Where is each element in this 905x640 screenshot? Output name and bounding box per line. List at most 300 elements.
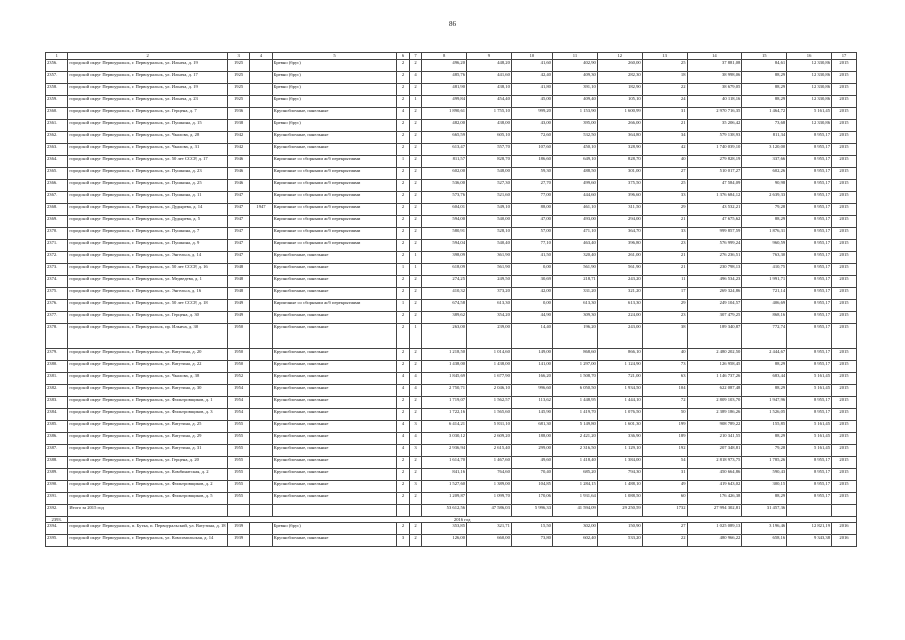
table-cell: 2: [397, 468, 409, 480]
table-cell: [250, 299, 272, 311]
table-cell: 5 161,45: [787, 432, 832, 444]
table-cell: 622 087,48: [687, 384, 742, 396]
table-cell: [250, 456, 272, 468]
table-cell: 2393.: [46, 516, 68, 523]
table-cell: 1939: [227, 535, 249, 547]
table-cell: 5 149,80: [552, 420, 597, 432]
table-cell: 2 750,71: [422, 384, 467, 396]
table-cell: 1: [409, 263, 421, 275]
table-cell: 33: [642, 227, 687, 239]
column-header: 5: [272, 53, 397, 60]
table-cell: 105,10: [597, 95, 642, 107]
table-cell: 908 789,22: [687, 420, 742, 432]
table-cell: 410,32: [422, 287, 467, 299]
table-cell: 4: [409, 432, 421, 444]
table-cell: 2: [397, 275, 409, 287]
table-cell: 685,20: [552, 468, 597, 480]
column-header: 11: [552, 53, 597, 60]
table-cell: 1 438,00: [467, 360, 512, 372]
table-cell: городской округ Первоуральск, г. Первоуральск, ул. Герцена, д. 30: [68, 311, 227, 323]
table-cell: 2: [397, 239, 409, 251]
table-cell: 40: [642, 155, 687, 167]
table-cell: 409,30: [552, 71, 597, 83]
table-cell: 1947: [250, 203, 272, 215]
table-cell: 301,00: [597, 167, 642, 179]
table-cell: 260,00: [597, 59, 642, 71]
table-cell: 1 076,50: [597, 408, 642, 420]
table-cell: городской округ Первоуральск, г. Первоуральск, ул. 50 лет СССР, д. 17: [68, 155, 227, 167]
table-cell: 2: [409, 311, 421, 323]
table-cell: 8 955,17: [787, 179, 832, 191]
table-cell: 1 845,69: [422, 372, 467, 384]
table-cell: 224,00: [597, 311, 642, 323]
table-cell: 2389.: [46, 468, 68, 480]
table-cell: городской округ Первоуральск, г. Первоуральск, ул. Фильтровщиков, д. 5: [68, 492, 227, 504]
table-row: [46, 523, 857, 535]
table-cell: 2378.: [46, 323, 68, 348]
table-cell: 2380.: [46, 360, 68, 372]
table-cell: 444,60: [552, 191, 597, 203]
table-cell: 1 719,07: [422, 396, 467, 408]
table-cell: 8 955,17: [787, 191, 832, 203]
table-cell: 4: [409, 372, 421, 384]
table-cell: 38: [642, 323, 687, 348]
table-cell: 2015: [832, 444, 857, 456]
table-cell: 321,71: [467, 523, 512, 535]
table-cell: Кирпичные со сборными ж/б перекрытиями: [272, 179, 397, 191]
table-cell: 1 153,90: [552, 107, 597, 119]
table-cell: городской округ Первоуральск, г. Первоуральск, ул. Чкалова, д. 38: [68, 372, 227, 384]
table-cell: 5 996,33: [511, 504, 552, 516]
table-cell: 40 118,16: [687, 95, 742, 107]
table-cell: 31: [642, 107, 687, 119]
table-cell: 23: [642, 311, 687, 323]
table-cell: 2370.: [46, 227, 68, 239]
table-cell: 18: [642, 71, 687, 83]
table-cell: 527,30: [467, 179, 512, 191]
table-cell: 2015: [832, 432, 857, 444]
table-cell: 1947: [227, 227, 249, 239]
table-cell: 207 348,81: [687, 444, 742, 456]
table-cell: Бревно (брус): [272, 95, 397, 107]
table-cell: 373,20: [467, 287, 512, 299]
table-cell: 1 209,87: [422, 492, 467, 504]
table-cell: 828,70: [467, 155, 512, 167]
table-cell: 170,06: [511, 492, 552, 504]
table-cell: 2395.: [46, 535, 68, 547]
column-header: 13: [642, 53, 687, 60]
table-cell: 410,75: [742, 263, 787, 275]
column-header: 14: [687, 53, 742, 60]
table-row: [46, 59, 857, 71]
table-cell: 2: [409, 275, 421, 287]
table-cell: Итого за 2015 год: [68, 504, 227, 516]
table-row: [46, 348, 857, 360]
table-cell: 8 955,17: [787, 287, 832, 299]
table-cell: 2015: [832, 167, 857, 179]
table-cell: [250, 155, 272, 167]
table-cell: 5 161,45: [787, 420, 832, 432]
table-cell: 182,90: [597, 83, 642, 95]
table-cell: 1 419,70: [552, 408, 597, 420]
table-cell: Кирпичные со сборными ж/б перекрытиями: [272, 167, 397, 179]
table-cell: городской округ Первоуральск, г. Первоуральск, ул. Пушкина, д. 25: [68, 179, 227, 191]
table-cell: 557,70: [467, 143, 512, 155]
table-cell: 47 584,09: [687, 179, 742, 191]
table-cell: 31 457,36: [742, 504, 787, 516]
table-cell: 8 955,17: [787, 143, 832, 155]
table-cell: Бревно (брус): [272, 71, 397, 83]
table-row: [46, 323, 857, 348]
table-cell: [787, 504, 832, 516]
table-cell: 37 881,08: [687, 59, 742, 71]
table-cell: 1 562,57: [467, 396, 512, 408]
table-cell: 4: [397, 420, 409, 432]
table-cell: 2367.: [46, 191, 68, 203]
table-cell: 549,10: [467, 203, 512, 215]
table-cell: 145,90: [511, 408, 552, 420]
table-cell: Крупноблочные, панельные: [272, 311, 397, 323]
table-cell: 126 958,45: [687, 360, 742, 372]
table-cell: 186,60: [511, 155, 552, 167]
table-cell: 493,00: [552, 215, 597, 227]
table-cell: 1 418,40: [552, 456, 597, 468]
table-cell: 1950: [227, 323, 249, 348]
table-cell: 2 316,50: [552, 444, 597, 456]
table-cell: 45,00: [511, 95, 552, 107]
table-cell: 561,90: [552, 263, 597, 275]
table-row: [46, 468, 857, 480]
table-cell: Крупноблочные, панельные: [272, 251, 397, 263]
table-cell: 49,60: [511, 456, 552, 468]
table-cell: [250, 492, 272, 504]
table-cell: 34: [642, 131, 687, 143]
table-cell: [250, 83, 272, 95]
table-row: [46, 384, 857, 396]
table-cell: 1 438,00: [422, 360, 467, 372]
table-cell: 1936: [227, 107, 249, 119]
table-cell: 8 955,17: [787, 323, 832, 348]
table-cell: 1948: [227, 263, 249, 275]
table-cell: 47 675,62: [687, 215, 742, 227]
table-cell: 1 025 089,13: [687, 523, 742, 535]
table-cell: 396,60: [597, 191, 642, 203]
table-cell: городской округ Первоуральск, г. Первоуральск, ул. Комбинатская, д. 2: [68, 468, 227, 480]
table-cell: 1950: [227, 360, 249, 372]
table-cell: 5 161,45: [787, 384, 832, 396]
table-cell: 1939: [227, 523, 249, 535]
table-cell: 2: [409, 227, 421, 239]
table-cell: 2015: [832, 203, 857, 215]
table-cell: 2377.: [46, 311, 68, 323]
table-cell: 1: [397, 299, 409, 311]
table-cell: 2: [397, 323, 409, 348]
table-cell: 2375.: [46, 287, 68, 299]
table-cell: 573,76: [422, 191, 467, 203]
table-cell: 2382.: [46, 384, 68, 396]
table-row: [46, 71, 857, 83]
table-cell: Крупноблочные, панельные: [272, 143, 397, 155]
table-cell: 4: [397, 372, 409, 384]
table-cell: 22: [642, 83, 687, 95]
table-cell: 8 955,17: [787, 155, 832, 167]
table-cell: [250, 287, 272, 299]
table-cell: 27,70: [511, 179, 552, 191]
table-cell: 2: [409, 179, 421, 191]
table-cell: 2 936,94: [422, 444, 467, 456]
table-row: [46, 535, 857, 547]
table-cell: 2015: [832, 71, 857, 83]
table-cell: 2015: [832, 384, 857, 396]
table-cell: 2015: [832, 95, 857, 107]
table-cell: Крупноблочные, панельные: [272, 444, 397, 456]
table-cell: 40: [642, 348, 687, 360]
table-cell: [250, 107, 272, 119]
table-cell: Кирпичные со сборными ж/б перекрытиями: [272, 203, 397, 215]
table-cell: 1 384,00: [597, 456, 642, 468]
table-header-row: [46, 53, 857, 60]
table-cell: [832, 504, 857, 516]
table-cell: 590,43: [742, 468, 787, 480]
table-cell: 409,40: [552, 95, 597, 107]
table-cell: 27 994 302,81: [687, 504, 742, 516]
table-cell: 1955: [227, 480, 249, 492]
table-cell: 21: [642, 215, 687, 227]
table-cell: [250, 504, 272, 516]
table-cell: Крупноблочные, панельные: [272, 384, 397, 396]
table-row: [46, 420, 857, 432]
table-cell: 2: [397, 215, 409, 227]
table-cell: 2387.: [46, 444, 68, 456]
table-cell: 8 955,17: [787, 396, 832, 408]
table-cell: [250, 523, 272, 535]
table-cell: 73: [642, 360, 687, 372]
table-cell: 391,10: [552, 83, 597, 95]
table-cell: 441,60: [467, 71, 512, 83]
table-cell: 482,00: [422, 119, 467, 131]
table-cell: 2: [409, 492, 421, 504]
table-row: [46, 311, 857, 323]
table-cell: 1955: [227, 432, 249, 444]
table-cell: 309,30: [552, 311, 597, 323]
table-cell: 2: [409, 348, 421, 360]
table-cell: 499,60: [552, 179, 597, 191]
table-cell: 294,00: [597, 215, 642, 227]
table-cell: 2: [397, 179, 409, 191]
column-header: 16: [787, 53, 832, 60]
table-cell: 438,10: [467, 83, 512, 95]
table-cell: 14,40: [511, 323, 552, 348]
table-cell: 1732: [642, 504, 687, 516]
table-cell: 8 955,17: [787, 456, 832, 468]
table-cell: 12 330,86: [787, 83, 832, 95]
table-cell: 364,70: [597, 227, 642, 239]
table-cell: городской округ Первоуральск, г. Первоуральск, ул. Пушкина, д. 15: [68, 119, 227, 131]
table-cell: [250, 348, 272, 360]
table-cell: 8 955,17: [787, 299, 832, 311]
table-cell: 263,00: [422, 323, 467, 348]
table-cell: 540,00: [467, 215, 512, 227]
table-cell: городской округ Первоуральск, г. Первоуральск, ул. Ватутина, д. 30: [68, 384, 227, 396]
table-cell: Бревно (брус): [272, 119, 397, 131]
table-cell: 321,20: [597, 287, 642, 299]
table-cell: 868,16: [742, 311, 787, 323]
table-cell: 1 014,60: [467, 348, 512, 360]
table-cell: 2015: [832, 492, 857, 504]
table-cell: 2: [397, 83, 409, 95]
table-cell: 1 129,10: [597, 444, 642, 456]
table-cell: 438,00: [467, 119, 512, 131]
table-cell: [250, 239, 272, 251]
table-cell: [250, 95, 272, 107]
table-cell: 1 601,30: [597, 420, 642, 432]
table-cell: 532,50: [552, 131, 597, 143]
table-cell: 38 998,06: [687, 71, 742, 83]
table-cell: 42,40: [511, 71, 552, 83]
table-cell: 1: [409, 95, 421, 107]
table-cell: 8 955,17: [787, 360, 832, 372]
table-cell: 406,69: [742, 299, 787, 311]
table-cell: 3: [409, 444, 421, 456]
table-cell: 764,60: [467, 468, 512, 480]
table-cell: 481,90: [422, 83, 467, 95]
table-cell: 11: [642, 275, 687, 287]
table-cell: 5 161,45: [787, 372, 832, 384]
table-cell: 1925: [227, 83, 249, 95]
table-cell: 1938: [227, 119, 249, 131]
table-cell: 2381.: [46, 372, 68, 384]
table-cell: 1 444,10: [597, 396, 642, 408]
total-row: [46, 504, 857, 516]
table-cell: 60: [642, 492, 687, 504]
column-header: 9: [467, 53, 512, 60]
table-cell: 21: [642, 263, 687, 275]
table-cell: 2 444,67: [742, 348, 787, 360]
table-cell: 841,16: [422, 468, 467, 480]
table-cell: 999 857,59: [687, 227, 742, 239]
table-cell: 2: [397, 95, 409, 107]
table-cell: [250, 384, 272, 396]
table-cell: 320,40: [552, 251, 597, 263]
table-cell: 126,00: [422, 535, 467, 547]
table-row: [46, 275, 857, 287]
table-cell: 2015: [832, 119, 857, 131]
table-cell: [227, 504, 249, 516]
table-cell: 77,10: [511, 239, 552, 251]
table-cell: 3: [397, 535, 409, 547]
table-cell: 239,00: [467, 323, 512, 348]
table-cell: 471,10: [552, 227, 597, 239]
table-cell: 2015: [832, 287, 857, 299]
table-row: [46, 227, 857, 239]
table-cell: 8 955,17: [787, 167, 832, 179]
table-cell: 300,15: [742, 480, 787, 492]
table-cell: 88,29: [742, 71, 787, 83]
table-cell: 2: [409, 523, 421, 535]
table-cell: Крупноблочные, панельные: [272, 480, 397, 492]
table-cell: 2015: [832, 323, 857, 348]
table-row: [46, 239, 857, 251]
table-cell: [250, 119, 272, 131]
table-cell: 1 876,31: [742, 227, 787, 239]
table-cell: 1 389,00: [467, 480, 512, 492]
table-cell: 2: [409, 239, 421, 251]
table-cell: 79,28: [742, 203, 787, 215]
table-cell: 8 955,17: [787, 263, 832, 275]
table-cell: 8 955,17: [787, 480, 832, 492]
table-cell: 463,40: [552, 239, 597, 251]
table-row: [46, 167, 857, 179]
table-cell: 2015: [832, 299, 857, 311]
table-cell: 104,85: [511, 480, 552, 492]
table-cell: городской округ Первоуральск, г. Первоуральск, ул. Ильича, д. 19: [68, 59, 227, 71]
table-cell: 2 609,20: [467, 432, 512, 444]
table-cell: 2015: [832, 420, 857, 432]
table-cell: [250, 444, 272, 456]
table-cell: 868,60: [552, 348, 597, 360]
table-cell: 1 991,71: [742, 275, 787, 287]
table-cell: 38 679,05: [687, 83, 742, 95]
table-cell: 594,04: [422, 239, 467, 251]
table-cell: 2015: [832, 348, 857, 360]
table-cell: 2368.: [46, 203, 68, 215]
table-cell: Крупноблочные, панельные: [272, 420, 397, 432]
table-cell: 2: [397, 203, 409, 215]
table-cell: городской округ Первоуральск, г. Первоуральск, ул. Фильтровщиков, д. 3: [68, 408, 227, 420]
table-cell: 2 046,10: [467, 384, 512, 396]
table-cell: [272, 504, 397, 516]
table-cell: 1: [397, 155, 409, 167]
table-cell: 8 955,17: [787, 468, 832, 480]
table-cell: 72: [642, 396, 687, 408]
table-cell: 279 828,19: [687, 155, 742, 167]
table-cell: [250, 227, 272, 239]
table-cell: 1: [397, 263, 409, 275]
table-cell: 8 955,17: [787, 251, 832, 263]
table-cell: 2 615,40: [467, 444, 512, 456]
table-cell: городской округ Первоуральск, г. Первоуральск, ул. Ватутина, д. 25: [68, 420, 227, 432]
table-cell: [250, 468, 272, 480]
table-cell: городской округ Первоуральск, г. Первоуральск, ул. Энгельса, д. 14: [68, 251, 227, 263]
table-cell: 3: [409, 420, 421, 432]
table-cell: 2383.: [46, 396, 68, 408]
table-cell: 1947: [227, 203, 249, 215]
table-cell: 41,60: [511, 59, 552, 71]
table-cell: 2: [409, 131, 421, 143]
column-header: 17: [832, 53, 857, 60]
table-cell: 47,00: [511, 215, 552, 227]
table-cell: 1954: [227, 396, 249, 408]
table-cell: 25: [642, 179, 687, 191]
table-cell: 354,20: [467, 311, 512, 323]
table-cell: 2015: [832, 179, 857, 191]
table-cell: городской округ Первоуральск, г. Первоуральск, ул. Фильтровщиков, д. 1: [68, 396, 227, 408]
table-cell: 1 124,90: [597, 360, 642, 372]
table-cell: Крупноблочные, панельные: [272, 323, 397, 348]
table-row: [46, 456, 857, 468]
table-cell: 2: [397, 396, 409, 408]
table-cell: 602,26: [742, 167, 787, 179]
table-cell: 1 614,70: [422, 456, 467, 468]
table-cell: 866,10: [597, 348, 642, 360]
table-cell: 521,60: [467, 191, 512, 203]
table-cell: 561,90: [597, 263, 642, 275]
table-cell: 2384.: [46, 408, 68, 420]
table-cell: Кирпичные со сборными ж/б перекрытиями: [272, 299, 397, 311]
table-row: [46, 287, 857, 299]
table-cell: 579 138,93: [687, 131, 742, 143]
table-cell: [250, 408, 272, 420]
